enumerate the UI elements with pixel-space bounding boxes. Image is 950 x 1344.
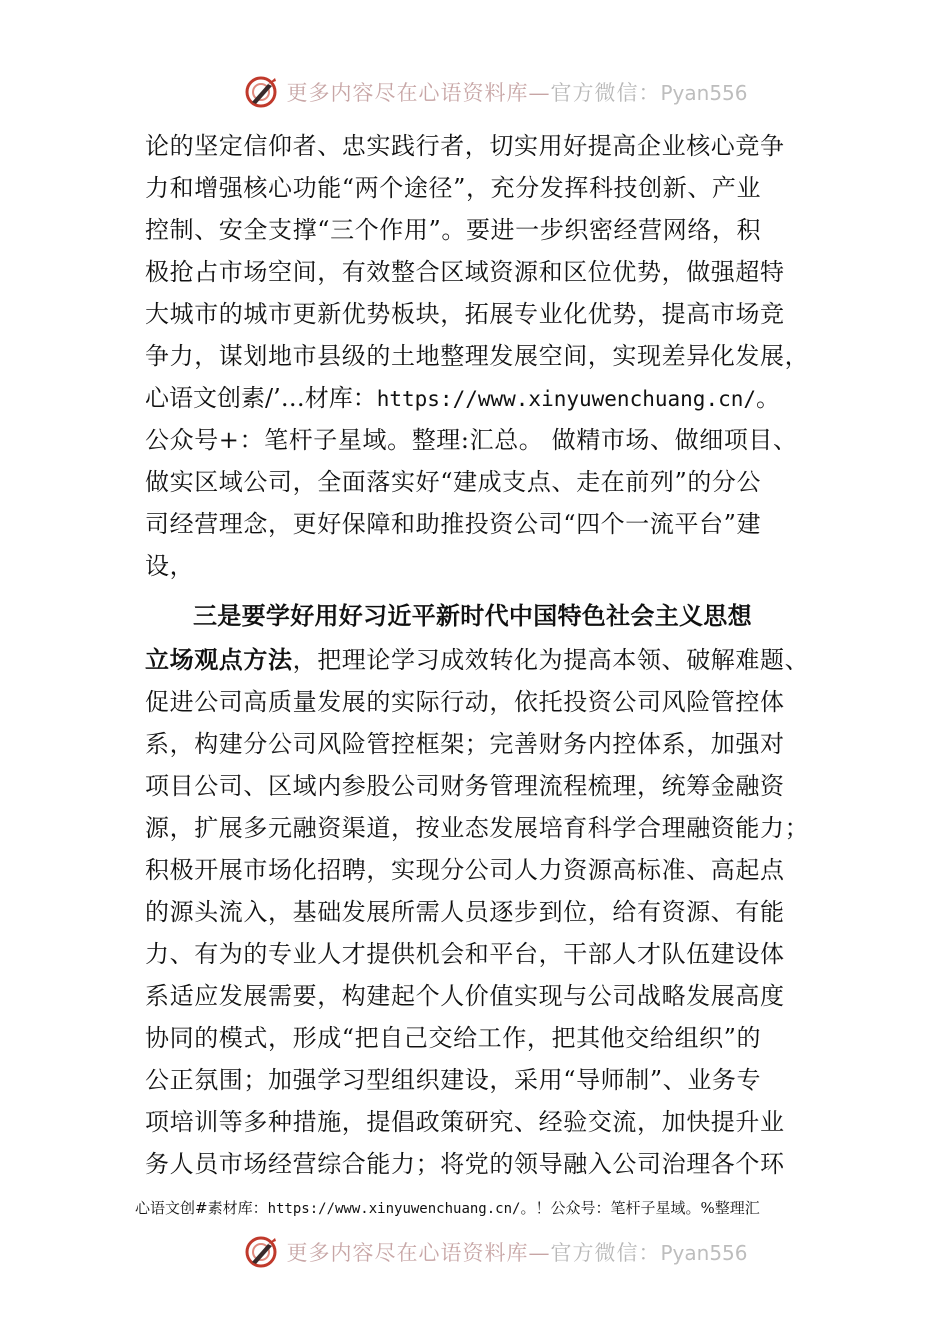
text-line: 争力，谋划地市县级的土地整理发展空间，实现差异化发展， [145, 342, 810, 370]
text-line: 司经营理念，更好保障和助推投资公司“四个一流平台”建 [145, 510, 762, 538]
watermark-line: 心语文创素/’…材库：https://www.xinyuwenchuang.cn/。 [145, 384, 781, 412]
text-line: 做实区域公司，全面落实好“建成支点、走在前列”的分公 [145, 468, 762, 496]
top-banner [0, 70, 950, 114]
text-line: 的源头流入，基础发展所需人员逐步到位，给有资源、有能 [145, 898, 785, 926]
banner-text: 更多内容尽在心语资料库—官方微信：Pyan556 [286, 1241, 748, 1265]
text-line: 务人员市场经营综合能力；将党的领导融入公司治理各个环 [145, 1150, 785, 1178]
text-line: 系适应发展需要，构建起个人价值实现与公司战略发展高度 [145, 982, 785, 1010]
top-banner-inner [242, 72, 747, 112]
text-line-with-lead: 立场观点方法，把理论学习成效转化为提高本领、破解难题、 [145, 646, 810, 674]
bottom-banner [0, 1230, 950, 1274]
text-line: 力和增强核心功能“两个途径”，充分发挥科技创新、产业 [145, 174, 762, 202]
text-line: 系，构建分公司风险管控框架；完善财务内控体系，加强对 [145, 730, 785, 758]
text-line: 设， [145, 552, 195, 580]
text-line: 项目公司、区域内参股公司财务管理流程梳理，统筹金融资 [145, 772, 785, 800]
bottom-banner-inner [242, 1232, 747, 1272]
document-body [145, 125, 830, 1185]
text-line: 论的坚定信仰者、忠实践行者，切实用好提高企业核心竞争 [145, 132, 785, 160]
text-line: 力、有为的专业人才提供机会和平台，干部人才队伍建设体 [145, 940, 785, 968]
text-line: 控制、安全支撑“三个作用”。要进一步织密经营网络，积 [145, 216, 762, 244]
text-line: 公正氛围；加强学习型组织建设，采用“导师制”、业务专 [145, 1066, 762, 1094]
text-line: 项培训等多种措施，提倡政策研究、经验交流，加快提升业 [145, 1108, 785, 1136]
text-line: 积极开展市场化招聘，实现分公司人力资源高标准、高起点 [145, 856, 785, 884]
section-heading: 三是要学好用好习近平新时代中国特色社会主义思想 [193, 602, 752, 630]
text-line: 促进公司高质量发展的实际行动，依托投资公司风险管控体 [145, 688, 785, 716]
text-line: 极抢占市场空间，有效整合区域资源和区位优势，做强超特 [145, 258, 785, 286]
footer-watermark: 心语文创#素材库：https://www.xinyuwenchuang.cn/。！公众号：笔杆子星域。%整理汇 [135, 1199, 760, 1217]
text-line: 大城市的城市更新优势板块，拓展专业化优势，提高市场竞 [145, 300, 785, 328]
banner-text: 更多内容尽在心语资料库—官方微信：Pyan556 [286, 81, 748, 105]
text-line: 协同的模式，形成“把自己交给工作，把其他交给组织”的 [145, 1024, 762, 1052]
text-line: 公众号+：笔杆子星域。整理:汇总。 做精市场、做细项目、 [145, 426, 798, 454]
logo-icon [242, 72, 282, 112]
text-line: 源，扩展多元融资渠道，按业态发展培育科学合理融资能力； [145, 814, 810, 842]
heading-lead: 立场观点方法 [145, 646, 293, 674]
logo-icon [242, 1232, 282, 1272]
